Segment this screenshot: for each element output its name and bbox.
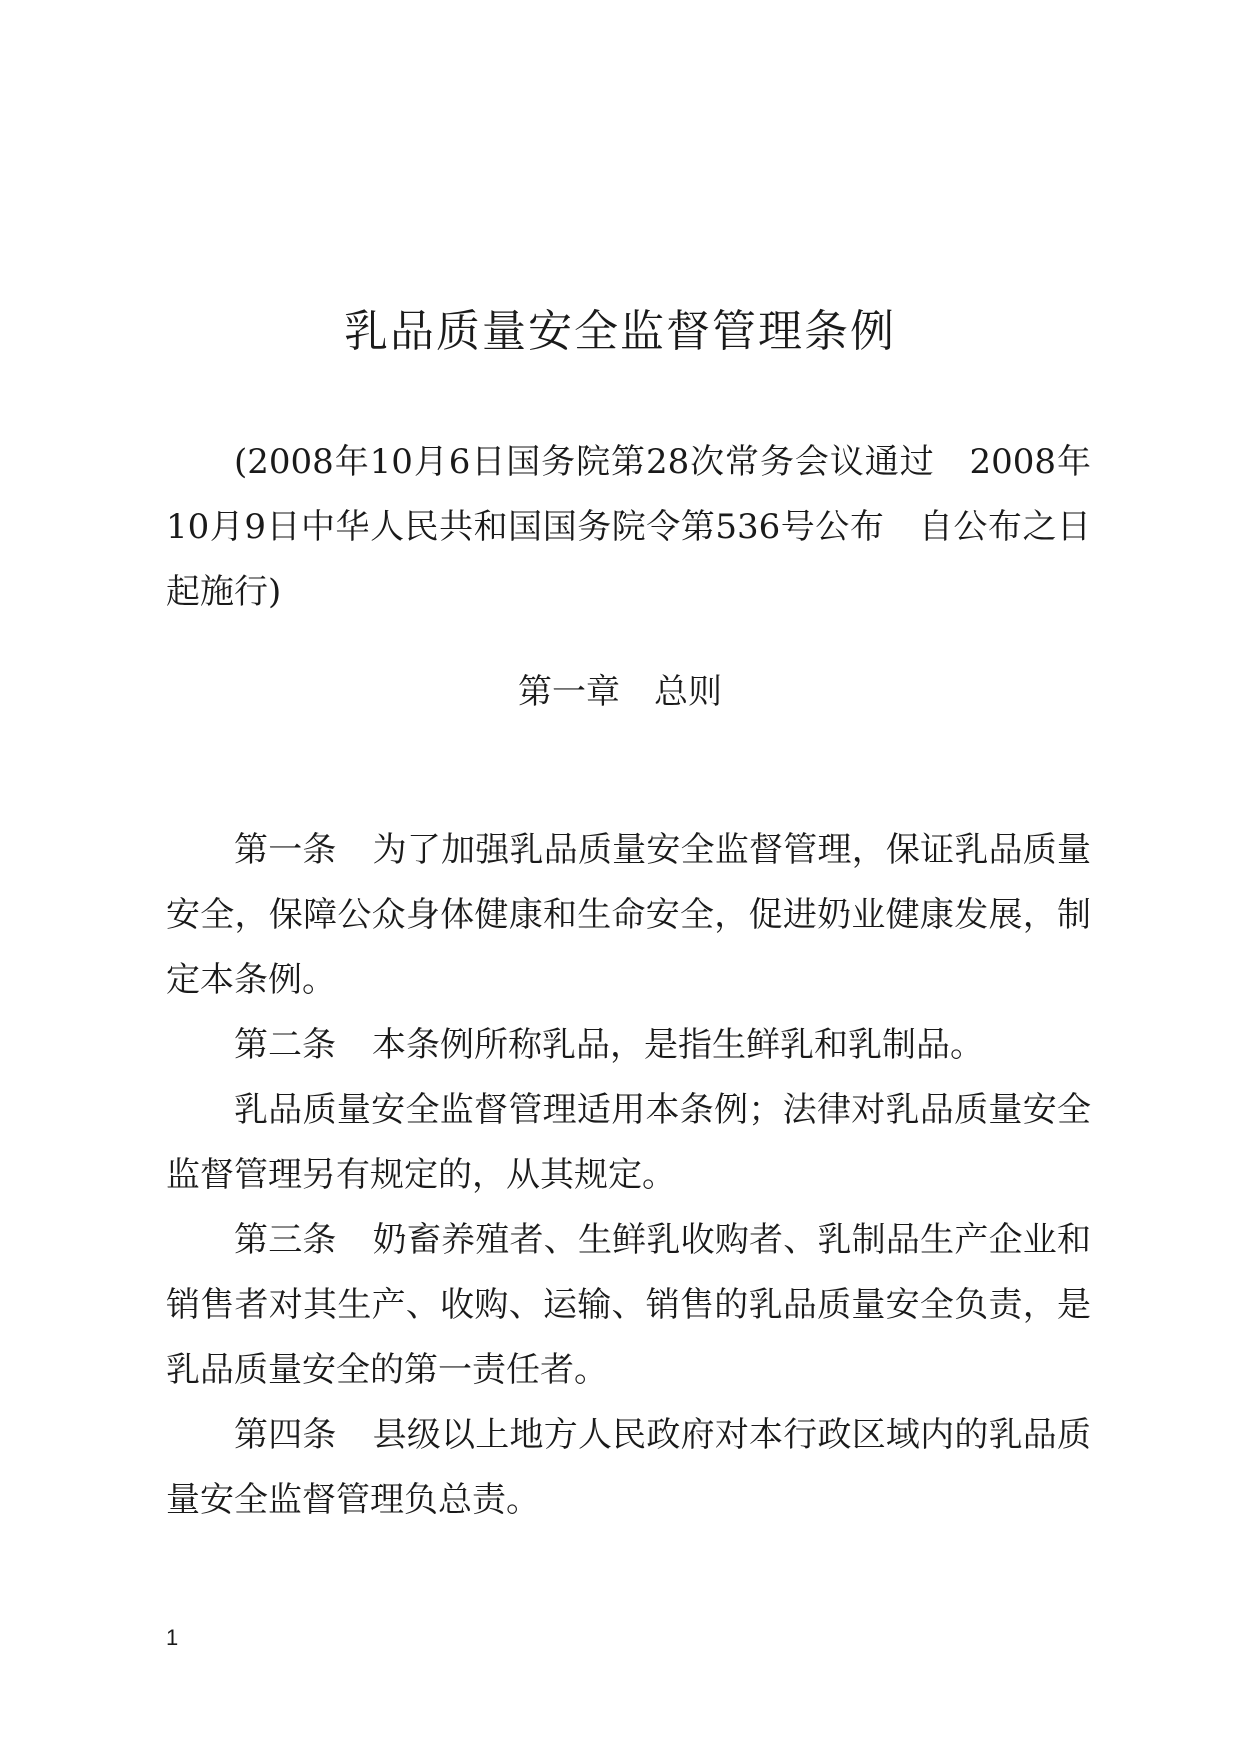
article-text: 乳品质量安全监督管理适用本条例；法律对乳品质量安全监督管理另有规定的，从其规定。 <box>166 1090 1091 1195</box>
article-2-paragraph-2 <box>166 1078 1091 1208</box>
article-4 <box>166 1403 1091 1533</box>
article-heading: 第一条 <box>234 830 337 870</box>
chapter-title: 第一章 总则 <box>518 672 722 712</box>
article-text: 奶畜养殖者、生鲜乳收购者、乳制品生产企业和销售者对其生产、收购、运输、销售的乳品质量安全负责，是乳品质量安全的第一责任者。 <box>166 1220 1092 1390</box>
article-heading: 第四条 <box>234 1415 337 1455</box>
page-number: 1 <box>166 1625 179 1650</box>
article-text: 为了加强乳品质量安全监督管理，保证乳品质量安全，保障公众身体健康和生命安全，促进奶业健康发展，制定本条例。 <box>166 830 1092 1000</box>
article-heading: 第三条 <box>234 1220 337 1260</box>
article-text: 县级以上地方人民政府对本行政区域内的乳品质量安全监督管理负总责。 <box>166 1415 1092 1520</box>
document-title: 乳品质量安全监督管理条例 <box>344 306 896 357</box>
article-text: 本条例所称乳品，是指生鲜乳和乳制品。 <box>372 1025 984 1065</box>
article-3 <box>166 1208 1091 1403</box>
article-1 <box>166 818 1091 1013</box>
article-heading: 第二条 <box>234 1025 336 1065</box>
article-2 <box>166 1013 1091 1078</box>
promulgation-note: (2008年10月6日国务院第28次常务会议通过 2008年10月9日中华人民共和国国务院令第536号公布 自公布之日起施行) <box>166 442 1091 612</box>
articles-section <box>166 818 1091 1533</box>
